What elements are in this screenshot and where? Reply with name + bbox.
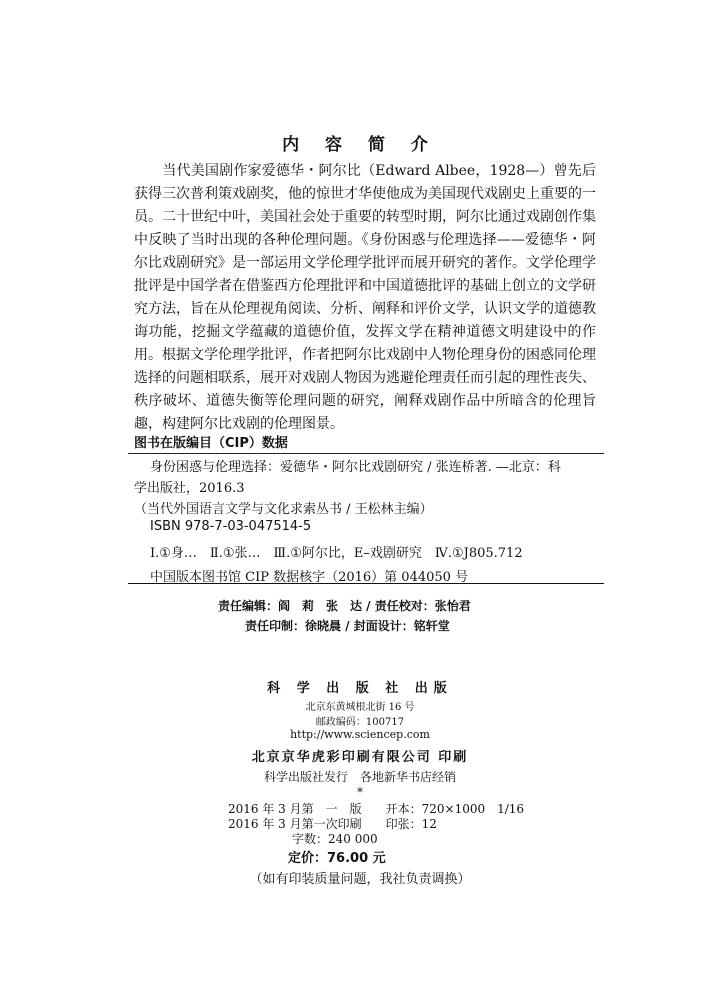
edition-info: 2016 年 3 月第 一 版 开本：720×1000 1/16: [228, 802, 525, 816]
cip-bottom-rule: [128, 583, 604, 584]
cip-number: 中国版本图书馆 CIP 数据核字（2016）第 044050 号: [150, 570, 469, 585]
cip-series: （当代外国语言文学与文化求索丛书 / 王松林主编）: [134, 502, 433, 517]
cip-isbn: ISBN 978-7-03-047514-5: [150, 519, 312, 534]
publisher-url: http://www.sciencep.com: [290, 728, 430, 741]
cip-classification: Ⅰ.①身… Ⅱ.①张… Ⅲ.①阿尔比，E–戏剧研究 Ⅳ.①J805.712: [150, 546, 523, 561]
editor-credits: 责任编辑：阎 莉 张 达 / 责任校对：张怡君: [218, 599, 471, 613]
printing-info: 2016 年 3 月第一次印刷 印张：12: [228, 817, 437, 831]
separator-star: *: [357, 785, 363, 799]
printer-name: 北京京华虎彩印刷有限公司 印刷: [251, 750, 469, 765]
word-count: 字数：240 000: [292, 832, 378, 846]
summary-title: 内 容 简 介: [282, 135, 438, 155]
quality-notice: （如有印装质量问题，我社负责调换）: [249, 872, 471, 887]
cip-bibliographic-line-1: 身份困惑与伦理选择：爱德华・阿尔比戏剧研究 / 张连桥著. —北京：科: [150, 460, 561, 475]
publisher-address: 北京东黄城根北街 16 号: [305, 702, 415, 713]
publisher-name: 科 学 出 版 社 出版: [267, 681, 453, 696]
distribution-info: 科学出版社发行 各地新华书店经销: [263, 770, 456, 784]
cip-top-rule: [128, 453, 604, 454]
cip-heading: 图书在版编目（CIP）数据: [134, 436, 288, 451]
publisher-postcode: 邮政编码：100717: [315, 717, 405, 728]
production-credits: 责任印制：徐晓晨 / 封面设计：铭轩堂: [245, 619, 450, 633]
price: 定价：76.00 元: [288, 851, 386, 866]
cip-bibliographic-line-2: 学出版社，2016.3: [134, 481, 245, 496]
summary-paragraph: 当代美国剧作家爱德华・阿尔比（Edward Albee，1928—）曾先后获得三次普利策戏剧奖，他的惊世才华使他成为美国现代戏剧史上重要的一员。二十世纪中叶，美国社会处于重要的转型时期，阿尔比通过戏剧创作集中反映了当时出现的各种伦理问题。《身份困惑与伦理选择——爱德华・阿尔比戏剧研究》是一部运用文学伦理学批评而展开研究的著作。文学伦理学批评是中国学者在借鉴西方伦理批评和中国道德批评的基础上创立的文学研究方法，旨在从伦理视角阅读、分析、阐释和评价文学，认识文学的道德教诲功能，挖掘文学蕴藏的道德价值，发挥文学在精神道德文明建设中的作用。根据文学伦理学批评，作者把阿尔比戏剧中人物伦理身份的困惑同伦理选择的问题相联系，展开对戏剧人物因为逃避伦理责任而引起的理性丧失、秩序破坏、道德失衡等伦理问题的研究，阐释戏剧作品中所暗含的伦理旨趣，构建阿尔比戏剧的伦理图景。: [134, 163, 596, 432]
